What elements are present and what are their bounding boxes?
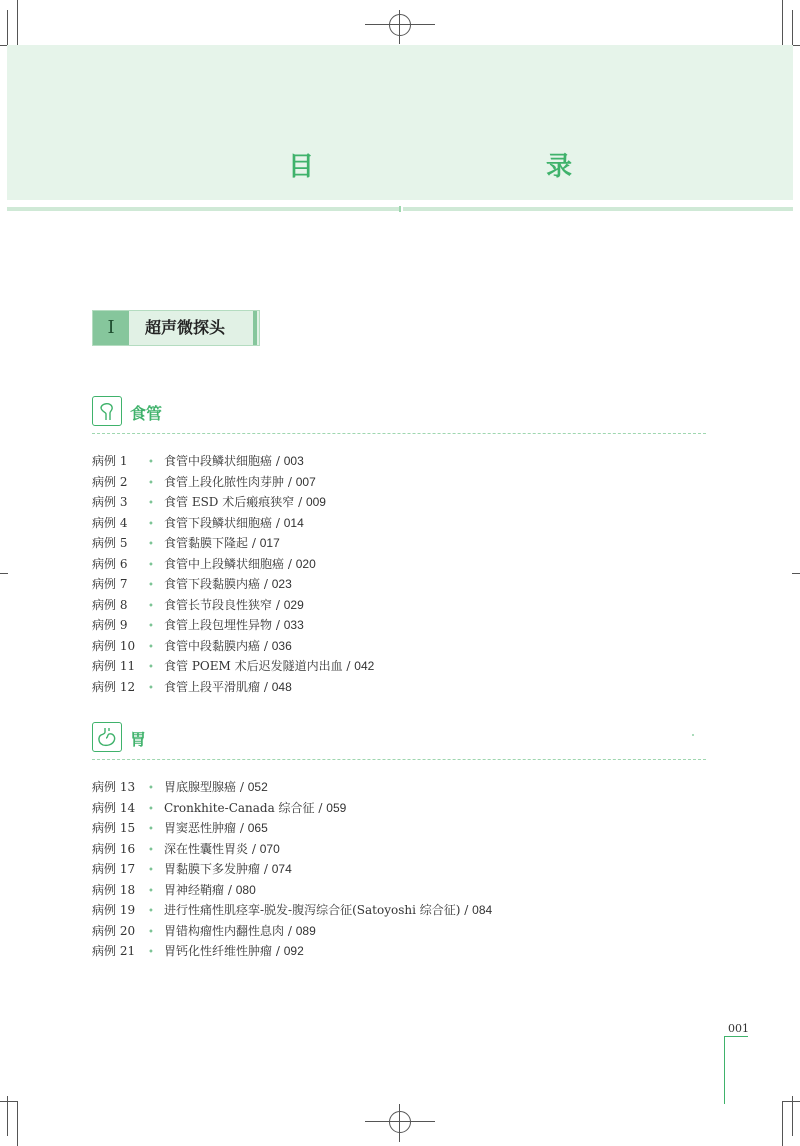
- separator: /: [464, 903, 469, 917]
- bullet: •: [148, 803, 154, 815]
- toc-entry[interactable]: [92, 900, 492, 921]
- separator: /: [251, 841, 256, 856]
- page-number-rule: [724, 1036, 725, 1104]
- bullet: •: [148, 621, 154, 632]
- entry-title: 食管中段黏膜内癌: [164, 638, 261, 653]
- toc-entry[interactable]: [92, 921, 492, 942]
- page-ref: 020: [295, 556, 316, 571]
- entry-title: 深在性囊性胃炎: [164, 841, 249, 856]
- page-ref: 089: [295, 923, 316, 938]
- entry-title: 食管下段黏膜内癌: [164, 577, 261, 591]
- category-label: 胃: [130, 730, 147, 749]
- page-ref: 070: [259, 841, 280, 856]
- crop-mark: [782, 0, 783, 46]
- crop-mark: [7, 10, 8, 50]
- entry-title: 进行性痛性肌痉挛-脱发-腹泻综合征(Satoyoshi 综合征): [164, 903, 461, 917]
- toc-entry[interactable]: [92, 574, 374, 595]
- separator: /: [275, 618, 280, 632]
- page-ref: 017: [259, 536, 280, 550]
- crop-mark: [792, 1096, 793, 1136]
- stomach-entry-list: [92, 777, 492, 962]
- toc-entry[interactable]: [92, 859, 492, 880]
- entry-title: 食管上段平滑肌瘤: [164, 679, 261, 694]
- page-number: 001: [728, 1022, 749, 1035]
- toc-entry[interactable]: [92, 533, 374, 554]
- entry-title: 食管长节段良性狭窄: [164, 597, 273, 612]
- header-rule: [403, 207, 793, 211]
- case-number: 病例 18: [92, 882, 136, 897]
- separator: /: [263, 577, 268, 591]
- page-title: 目 录: [287, 152, 632, 182]
- entry-title: 食管黏膜下隆起: [164, 536, 249, 550]
- section-number: I: [93, 311, 129, 345]
- page-number-rule: [724, 1036, 748, 1037]
- bullet: •: [148, 783, 154, 794]
- bullet: •: [148, 580, 154, 591]
- page-ref: 084: [472, 903, 493, 917]
- entry-title: 食管 ESD 术后瘢痕狭窄: [164, 495, 295, 509]
- toc-entry[interactable]: [92, 615, 374, 636]
- toc-entry[interactable]: [92, 777, 492, 798]
- separator: /: [275, 944, 280, 958]
- crop-mark: [792, 10, 793, 50]
- stomach-icon: [92, 722, 122, 752]
- toc-entry[interactable]: [92, 492, 374, 513]
- header-rule-divider: [399, 206, 401, 212]
- toc-entry[interactable]: [92, 554, 374, 575]
- separator: /: [287, 474, 292, 489]
- separator: /: [346, 659, 351, 673]
- separator: /: [287, 923, 292, 938]
- case-number: 病例 6: [92, 556, 128, 571]
- entry-title: 食管上段化脓性肉芽肿: [164, 474, 285, 489]
- case-number: 病例 1: [92, 454, 128, 468]
- toc-entry[interactable]: [92, 941, 492, 962]
- case-number: 病例 8: [92, 597, 128, 612]
- decorative-dot: [692, 734, 694, 736]
- separator: /: [298, 495, 303, 509]
- entry-title: 胃神经鞘瘤: [164, 882, 225, 897]
- case-number: 病例 11: [92, 659, 136, 673]
- entry-title: 食管上段包埋性异物: [164, 618, 273, 632]
- bullet: •: [148, 947, 154, 958]
- case-number: 病例 14: [92, 800, 136, 815]
- category-label: 食管: [130, 404, 163, 423]
- bullet: •: [148, 518, 154, 530]
- bullet: •: [148, 926, 154, 938]
- page-ref: 042: [354, 659, 375, 673]
- separator: /: [263, 679, 268, 694]
- separator: /: [275, 597, 280, 612]
- entry-title: 食管中段鳞状细胞癌: [164, 454, 273, 468]
- case-number: 病例 20: [92, 923, 136, 938]
- page-ref: 036: [271, 638, 292, 653]
- entry-title: 食管中上段鳞状细胞癌: [164, 556, 285, 571]
- case-number: 病例 7: [92, 577, 128, 591]
- esophagus-entry-list: [92, 451, 374, 697]
- crop-mark: [17, 1101, 18, 1146]
- entry-title: 胃窦恶性肿瘤: [164, 821, 237, 835]
- case-number: 病例 9: [92, 618, 128, 632]
- bullet: •: [148, 906, 154, 917]
- toc-entry[interactable]: [92, 677, 374, 698]
- section-title: 超声微探头: [145, 318, 226, 337]
- case-number: 病例 3: [92, 495, 128, 509]
- bullet: •: [148, 641, 154, 653]
- separator: /: [287, 556, 292, 571]
- case-number: 病例 17: [92, 862, 136, 876]
- crop-mark: [0, 573, 8, 574]
- toc-entry[interactable]: [92, 818, 492, 839]
- case-number: 病例 15: [92, 821, 136, 835]
- bullet: •: [148, 824, 154, 835]
- crop-mark: [0, 1101, 18, 1102]
- separator: /: [263, 638, 268, 653]
- crop-mark: [7, 1096, 8, 1136]
- separator: /: [318, 800, 323, 815]
- crop-mark: [792, 573, 800, 574]
- section-badge: [92, 310, 260, 346]
- separator: /: [239, 780, 244, 794]
- page-ref: 023: [271, 577, 292, 591]
- case-number: 病例 16: [92, 841, 136, 856]
- toc-entry[interactable]: [92, 656, 374, 677]
- page-ref: 074: [271, 862, 292, 876]
- crop-mark: [17, 0, 18, 46]
- page-ref: 059: [326, 800, 347, 815]
- registration-mark: [389, 1111, 411, 1133]
- bullet: •: [148, 498, 154, 509]
- separator: /: [263, 862, 268, 876]
- crop-mark: [782, 1101, 783, 1146]
- case-number: 病例 21: [92, 944, 136, 958]
- bullet: •: [148, 662, 154, 673]
- bullet: •: [148, 682, 154, 694]
- esophagus-icon: [92, 396, 122, 426]
- case-number: 病例 4: [92, 515, 128, 530]
- page-ref: 033: [283, 618, 304, 632]
- entry-title: 胃钙化性纤维性肿瘤: [164, 944, 273, 958]
- separator: /: [239, 821, 244, 835]
- bullet: •: [148, 600, 154, 612]
- toc-entry[interactable]: [92, 839, 492, 860]
- category-rule: [92, 433, 706, 434]
- page-ref: 003: [283, 454, 304, 468]
- bullet: •: [148, 844, 154, 856]
- toc-entry[interactable]: [92, 595, 374, 616]
- separator: /: [251, 536, 256, 550]
- category-esophagus: [92, 396, 706, 428]
- toc-entry[interactable]: [92, 636, 374, 657]
- case-number: 病例 12: [92, 679, 136, 694]
- bullet: •: [148, 885, 154, 897]
- page-ref: 065: [247, 821, 268, 835]
- entry-title: Cronkhite-Canada 综合征: [164, 800, 315, 815]
- toc-entry[interactable]: [92, 513, 374, 534]
- bullet: •: [148, 477, 154, 489]
- entry-title: 食管下段鳞状细胞癌: [164, 515, 273, 530]
- toc-entry[interactable]: [92, 880, 492, 901]
- page-ref: 092: [283, 944, 304, 958]
- bullet: •: [148, 457, 154, 468]
- header-rule: [7, 207, 399, 211]
- bullet: •: [148, 865, 154, 876]
- page-ref: 048: [271, 679, 292, 694]
- toc-entry[interactable]: [92, 451, 374, 472]
- entry-title: 胃底腺型腺癌: [164, 780, 237, 794]
- category-stomach: [92, 722, 706, 754]
- page-ref: 007: [295, 474, 316, 489]
- entry-title: 胃黏膜下多发肿瘤: [164, 862, 261, 876]
- separator: /: [275, 515, 280, 530]
- entry-title: 食管 POEM 术后迟发隧道内出血: [164, 659, 343, 673]
- case-number: 病例 2: [92, 474, 128, 489]
- separator: /: [275, 454, 280, 468]
- page-ref: 080: [235, 882, 256, 897]
- crop-mark: [782, 1101, 800, 1102]
- registration-mark: [389, 14, 411, 36]
- toc-entry[interactable]: [92, 472, 374, 493]
- page-ref: 009: [305, 495, 326, 509]
- case-number: 病例 10: [92, 638, 136, 653]
- page-ref: 014: [283, 515, 304, 530]
- case-number: 病例 19: [92, 903, 136, 917]
- toc-entry[interactable]: [92, 798, 492, 819]
- case-number: 病例 13: [92, 780, 136, 794]
- separator: /: [227, 882, 232, 897]
- section-badge-edge: [253, 311, 257, 345]
- bullet: •: [148, 559, 154, 571]
- entry-title: 胃错构瘤性内翻性息肉: [164, 923, 285, 938]
- page-ref: 052: [247, 780, 268, 794]
- case-number: 病例 5: [92, 536, 128, 550]
- category-rule: [92, 759, 706, 760]
- bullet: •: [148, 539, 154, 550]
- page-ref: 029: [283, 597, 304, 612]
